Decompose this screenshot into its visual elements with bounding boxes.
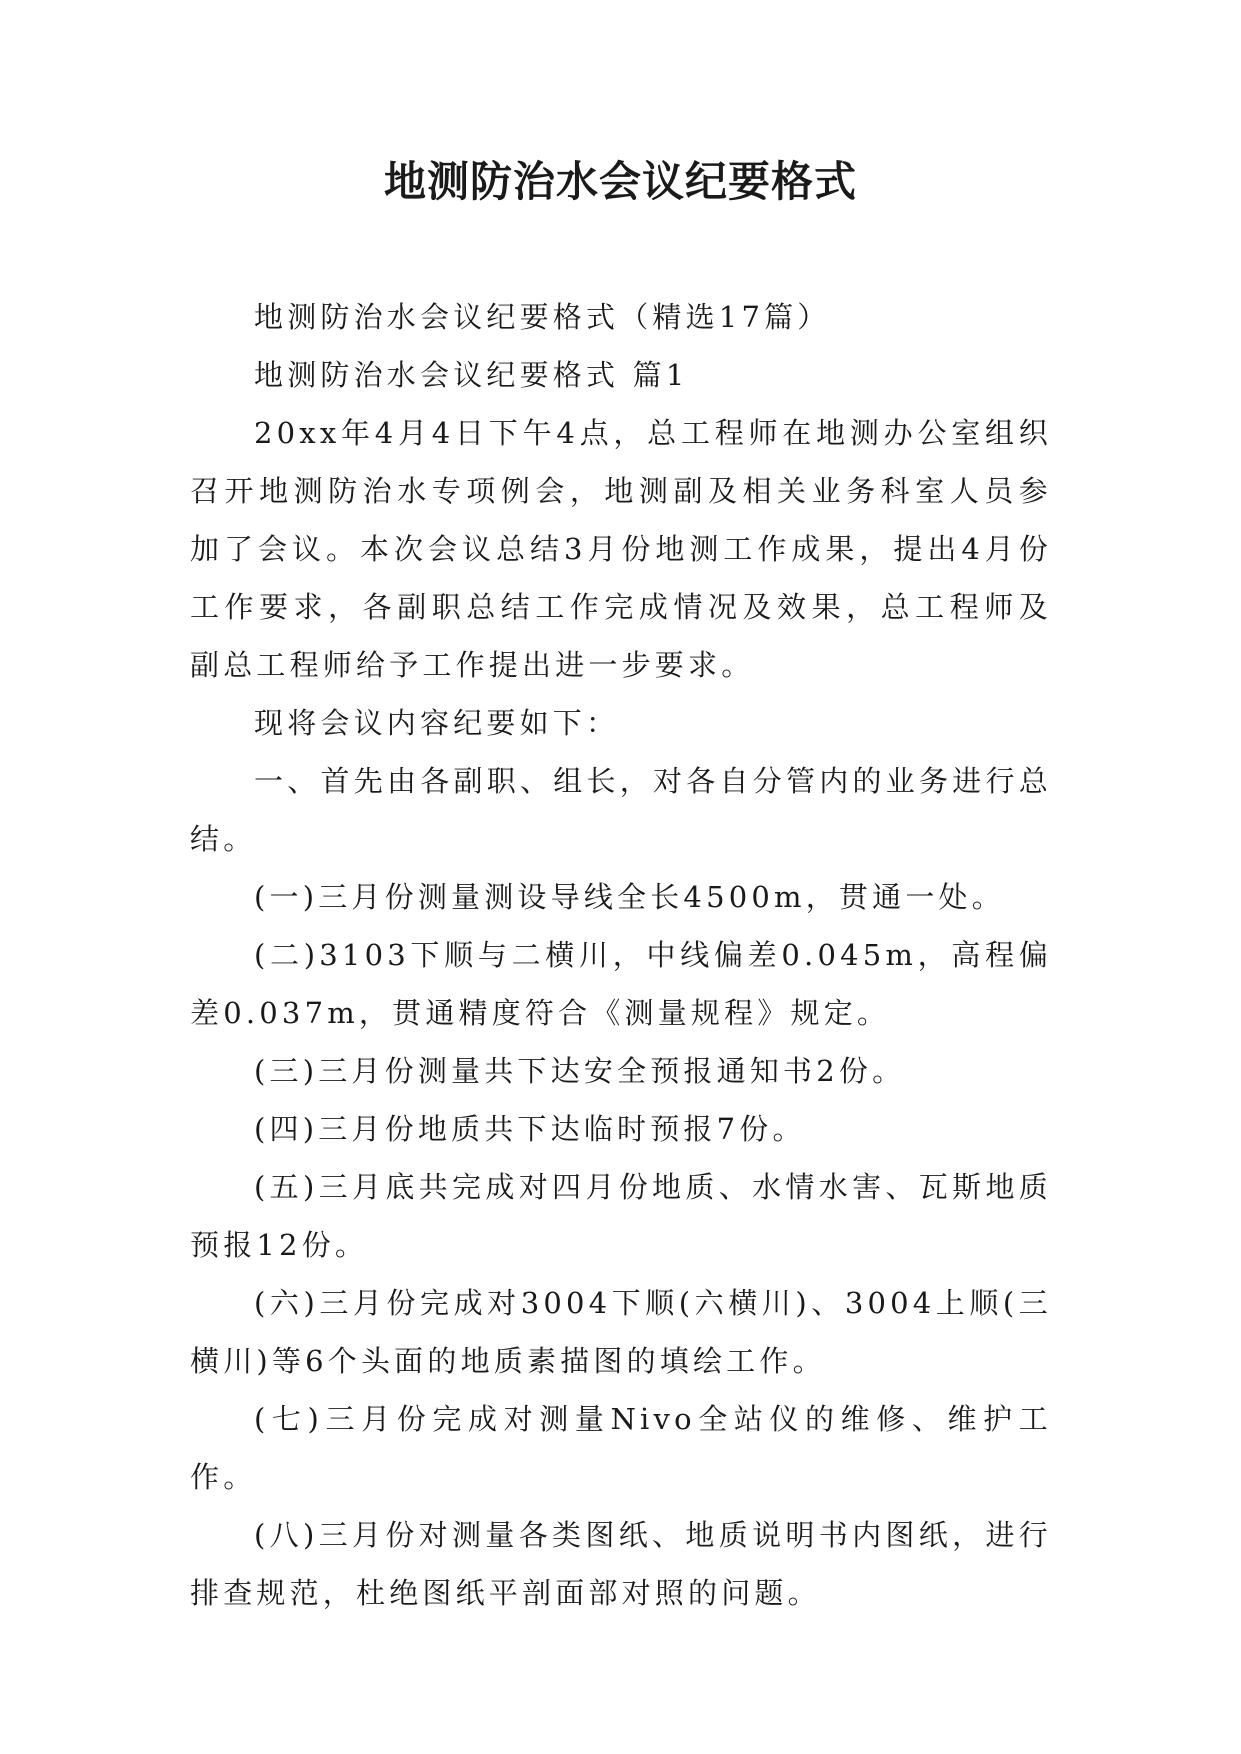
list-item: (五)三月底共完成对四月份地质、水情水害、瓦斯地质预报12份。 (190, 1170, 1052, 1262)
document-body (190, 288, 1052, 1622)
body-paragraph: 现将会议内容纪要如下： (254, 706, 620, 740)
subtitle-paragraph: 地测防治水会议纪要格式（精选17篇） (254, 300, 831, 334)
list-item: (四)三月份地质共下达临时预报7份。 (254, 1112, 806, 1146)
list-item: (八)三月份对测量各类图纸、地质说明书内图纸，进行排查规范，杜绝图纸平剖面部对照的问题。 (190, 1518, 1052, 1610)
list-item: (一)三月份测量测设导线全长4500m，贯通一处。 (254, 880, 1005, 914)
body-paragraph: 一、首先由各副职、组长，对各自分管内的业务进行总结。 (190, 764, 1052, 856)
list-item: (二)3103下顺与二横川，中线偏差0.045m，高程偏差0.037m，贯通精度符合《测量规程》规定。 (190, 938, 1052, 1030)
list-item: (六)三月份完成对3004下顺(六横川)、3004上顺(三横川)等6个头面的地质素描图的填绘工作。 (190, 1286, 1052, 1378)
list-item: (三)三月份测量共下达安全预报通知书2份。 (254, 1054, 906, 1088)
body-paragraph: 20xx年4月4日下午4点，总工程师在地测办公室组织召开地测防治水专项例会，地测副及相关业务科室人员参加了会议。本次会议总结3月份地测工作成果，提出4月份工作要求，各副职总结工作完成情况及效果，总工程师及副总工程师给予工作提出进一步要求。 (190, 416, 1052, 682)
list-item: (七)三月份完成对测量Nivo全站仪的维修、维护工作。 (190, 1402, 1052, 1494)
section-heading: 地测防治水会议纪要格式 篇1 (254, 358, 689, 392)
document-title: 地测防治水会议纪要格式 (383, 157, 857, 206)
